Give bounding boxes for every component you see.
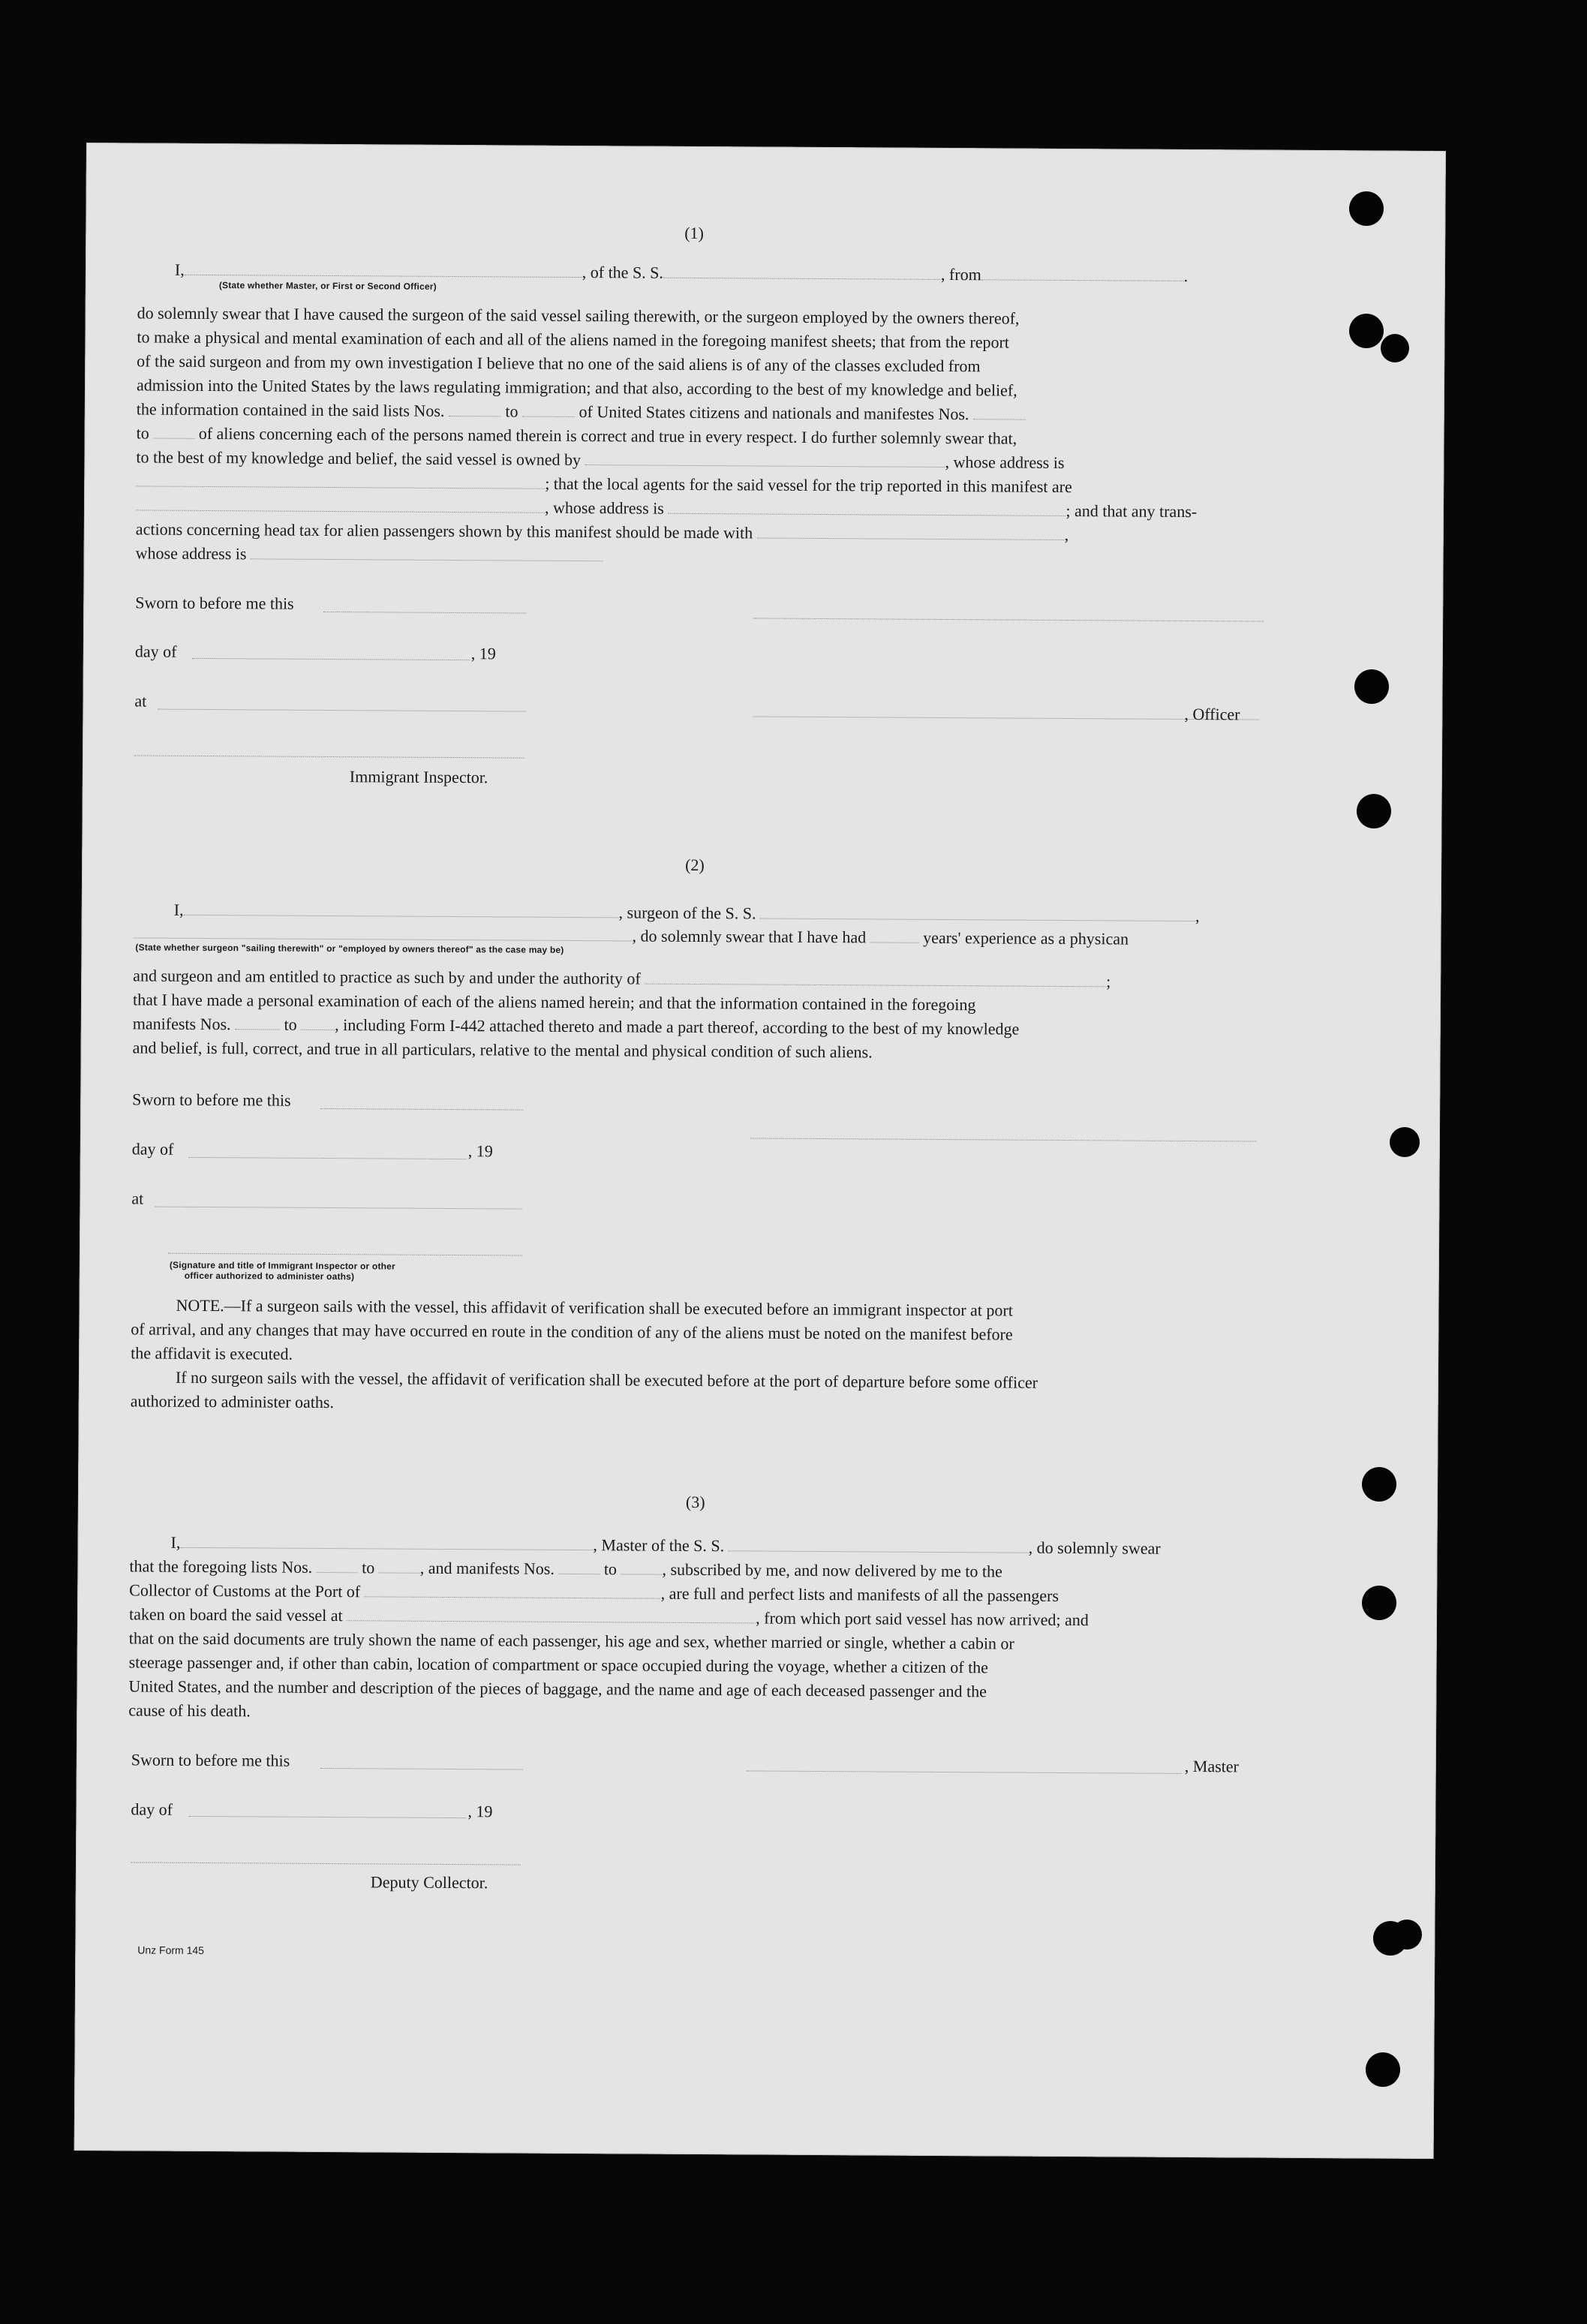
s1-lists-from-field[interactable] bbox=[449, 402, 501, 416]
s2-sig-note-1: (Signature and title of Immigrant Inspector or other bbox=[169, 1259, 395, 1272]
s1-l6-b: to bbox=[505, 401, 518, 421]
s3-master-name-field[interactable] bbox=[180, 1534, 593, 1550]
s3-manifests-to-field[interactable] bbox=[621, 1560, 662, 1574]
s1-agents-address-field[interactable] bbox=[668, 500, 1066, 516]
s1-l11-b: , bbox=[1064, 525, 1069, 545]
s2-line-6: and belief, is full, correct, and true in all particulars, relative to the mental and physical condition of such aliens. bbox=[132, 1038, 873, 1062]
s3-master-label: , Master bbox=[1184, 1756, 1239, 1776]
s2-sig-note-2: officer authorized to administer oaths) bbox=[184, 1270, 355, 1282]
s1-line-8 bbox=[136, 448, 1258, 473]
s1-l1-i: I, bbox=[174, 260, 185, 279]
s1-at-label: at bbox=[134, 691, 147, 711]
binding-hole bbox=[1392, 1920, 1422, 1950]
s2-l5-b: to bbox=[284, 1015, 297, 1034]
s1-line-12 bbox=[136, 544, 1258, 569]
s1-l7-a: to bbox=[136, 423, 149, 443]
s2-note-line-2: of arrival, and any changes that may have occurred en route in the condition of any of the aliens must be noted on the manifest before bbox=[131, 1319, 1013, 1344]
s3-l2-e: , subscribed by me, and now delivered by me to the bbox=[662, 1559, 1002, 1581]
s2-l3-b: ; bbox=[1106, 972, 1111, 991]
s1-l9-a: ; that the local agents for the said vessel for the trip reported in this manifest are bbox=[545, 474, 1072, 497]
s1-l11-a: actions concerning head tax for alien passengers shown by this manifest should be made with bbox=[135, 519, 753, 543]
s3-line-4 bbox=[129, 1605, 1251, 1630]
binding-hole bbox=[1349, 314, 1384, 348]
s1-line-9 bbox=[136, 472, 1258, 497]
s1-l10-b: ; and that any trans- bbox=[1066, 501, 1198, 522]
s3-year-label: , 19 bbox=[467, 1802, 493, 1821]
s3-vessel-field[interactable] bbox=[729, 1537, 1029, 1553]
section-3-number: (3) bbox=[685, 1492, 705, 1512]
s1-inspector-signature-line[interactable] bbox=[134, 754, 524, 758]
s3-l1-ss: , Master of the S. S. bbox=[593, 1535, 725, 1556]
s1-l8-a: to the best of my knowledge and belief, the said vessel is owned by bbox=[136, 447, 582, 470]
binding-hole bbox=[1349, 191, 1384, 226]
s1-line-6 bbox=[137, 400, 1258, 425]
s2-sworn-label: Sworn to before me this bbox=[132, 1090, 291, 1110]
s3-boarded-at-field[interactable] bbox=[347, 1607, 756, 1623]
s2-surgeon-signature-line[interactable] bbox=[750, 1137, 1257, 1141]
s2-note-line-5: authorized to administer oaths. bbox=[130, 1391, 335, 1412]
binding-hole bbox=[1354, 669, 1389, 704]
s1-manifests-from-field[interactable] bbox=[973, 405, 1026, 419]
s3-l2-c: , and manifests Nos. bbox=[419, 1558, 555, 1578]
s2-inspector-signature-line[interactable] bbox=[168, 1252, 522, 1256]
s1-officer-note: (State whether Master, or First or Second Officer) bbox=[218, 280, 437, 292]
s3-l2-a: that the foregoing lists Nos. bbox=[129, 1556, 313, 1577]
s2-sworn-date-field[interactable] bbox=[320, 1108, 523, 1111]
s2-l1-i: I, bbox=[173, 900, 184, 919]
s3-sworn-date-field[interactable] bbox=[320, 1767, 523, 1770]
s2-line-3 bbox=[133, 967, 1255, 991]
binding-hole bbox=[1362, 1467, 1396, 1502]
s1-agents-field[interactable] bbox=[136, 496, 545, 513]
s2-years-field[interactable] bbox=[870, 928, 919, 943]
s2-surgeon-name-field[interactable] bbox=[184, 901, 619, 918]
s1-l7-b: of aliens concerning each of the persons named therein is correct and true in every respect. I do further solemnly swear that, bbox=[198, 423, 1017, 448]
s2-l5-a: manifests Nos. bbox=[132, 1014, 231, 1034]
s1-l10-a: , whose address is bbox=[544, 498, 664, 518]
s1-l1-from: , from bbox=[940, 264, 981, 284]
s3-l4-a: taken on board the said vessel at bbox=[128, 1604, 343, 1625]
s2-manifests-from-field[interactable] bbox=[235, 1015, 280, 1030]
s3-l4-b: , from which port said vessel has now arrived; and bbox=[756, 1608, 1089, 1630]
s1-officer-label: , Officer bbox=[1184, 704, 1240, 724]
s3-l2-b: to bbox=[362, 1558, 375, 1577]
s1-inspector-label: Immigrant Inspector. bbox=[349, 767, 488, 787]
s1-l1-ss: , of the S. S. bbox=[582, 263, 664, 282]
s3-port-field[interactable] bbox=[365, 1583, 661, 1598]
s3-master-signature-line[interactable] bbox=[747, 1769, 1182, 1774]
s1-owner-address-field[interactable] bbox=[136, 472, 545, 489]
s2-year-label: , 19 bbox=[467, 1141, 493, 1161]
s3-line-2 bbox=[129, 1557, 1251, 1582]
s2-l2-b: years' experience as a physican bbox=[923, 927, 1129, 949]
s3-deputy-label: Deputy Collector. bbox=[370, 1872, 488, 1893]
s3-line-8: cause of his death. bbox=[128, 1700, 251, 1721]
s2-at-field[interactable] bbox=[155, 1206, 522, 1210]
s2-l1-end: , bbox=[1195, 906, 1200, 926]
s3-line-3 bbox=[129, 1581, 1251, 1606]
s1-line-5: admission into the United States by the laws regulating immigration; and that also, according to the best of my knowledge and belief, bbox=[136, 375, 1017, 400]
s1-l1-end: . bbox=[1183, 266, 1189, 285]
s1-officer-name-field[interactable] bbox=[185, 261, 582, 278]
s3-line-7: United States, and the number and description of the pieces of baggage, and the name and age of each deceased passenger and the bbox=[128, 1676, 987, 1701]
s1-lists-to-field[interactable] bbox=[522, 403, 575, 417]
s1-day-of-label: day of bbox=[134, 642, 177, 661]
s1-from-field[interactable] bbox=[981, 266, 1184, 281]
s1-headtax-field[interactable] bbox=[757, 524, 1065, 540]
s3-l1-i: I, bbox=[170, 1532, 181, 1552]
s1-line-4: of the said surgeon and from my own investigation I believe that no one of the said aliens is of any of the classes excluded from bbox=[137, 351, 981, 376]
s3-l1-c: , do solemnly swear bbox=[1028, 1538, 1161, 1558]
section-2-number: (2) bbox=[685, 855, 705, 875]
s2-vessel-field[interactable] bbox=[760, 905, 1195, 922]
s2-sailing-field[interactable] bbox=[134, 924, 633, 941]
s1-year-label: , 19 bbox=[470, 644, 496, 663]
s1-officer-title-line[interactable] bbox=[753, 715, 1259, 720]
s3-lists-from-field[interactable] bbox=[317, 1559, 358, 1573]
s1-officer-signature-line[interactable] bbox=[753, 617, 1264, 621]
s1-line-2: do solemnly swear that I have caused the surgeon of the said vessel sailing therewith, or the surgeon employed by the owners thereof, bbox=[137, 303, 1020, 328]
s1-l8-b: , whose address is bbox=[945, 452, 1065, 472]
s1-l6-a: the information contained in the said lists Nos. bbox=[136, 399, 445, 420]
s3-lists-to-field[interactable] bbox=[379, 1559, 420, 1573]
s3-l3-a: Collector of Customs at the Port of bbox=[129, 1580, 361, 1601]
binding-hole bbox=[1362, 1586, 1396, 1620]
s1-owner-field[interactable] bbox=[585, 451, 945, 468]
s1-vessel-field[interactable] bbox=[663, 264, 941, 280]
s1-line-3: to make a physical and mental examination of each and all of the aliens named in the foregoing manifest sheets; that from the report bbox=[137, 327, 1010, 352]
s1-line-7 bbox=[137, 424, 1258, 449]
s2-l1-ss: , surgeon of the S. S. bbox=[618, 903, 756, 923]
s2-day-field[interactable] bbox=[189, 1156, 467, 1159]
s2-line-4: that I have made a personal examination of each of the aliens named herein; and that the information contained in the foregoing bbox=[132, 990, 976, 1015]
s1-l12-a: whose address is bbox=[135, 543, 247, 564]
section-1-number: (1) bbox=[684, 223, 705, 243]
s2-manifests-to-field[interactable] bbox=[301, 1016, 335, 1030]
s2-line-1 bbox=[134, 900, 1255, 925]
s3-manifests-from-field[interactable] bbox=[558, 1560, 600, 1574]
form-number: Unz Form 145 bbox=[137, 1944, 205, 1957]
s1-at-field[interactable] bbox=[158, 708, 525, 712]
s1-l6-c: of United States citizens and nationals and manifestes Nos. bbox=[579, 402, 969, 424]
s2-l2-a: , do solemnly swear that I have had bbox=[632, 926, 867, 947]
s2-authority-field[interactable] bbox=[645, 970, 1106, 988]
binding-hole bbox=[1366, 2052, 1400, 2087]
s1-headtax-address-field[interactable] bbox=[251, 545, 603, 561]
s3-l3-b: , are full and perfect lists and manifests of all the passengers bbox=[660, 1583, 1060, 1605]
s1-line-10 bbox=[136, 496, 1258, 521]
s2-note-line-4: If no surgeon sails with the vessel, the affidavit of verification shall be executed before at the port of departure before some officer bbox=[175, 1367, 1038, 1392]
s2-l3-a: and surgeon and am entitled to practice as such by and under the authority of bbox=[133, 966, 641, 988]
s2-day-of-label: day of bbox=[131, 1139, 174, 1159]
s1-line-11 bbox=[136, 520, 1258, 545]
s2-line-5 bbox=[133, 1015, 1255, 1039]
s3-day-of-label: day of bbox=[131, 1799, 173, 1819]
s3-collector-signature-line[interactable] bbox=[131, 1861, 521, 1865]
binding-hole bbox=[1381, 334, 1409, 362]
s3-line-1 bbox=[130, 1533, 1252, 1558]
s2-l5-c: , including Form I-442 attached thereto and made a part thereof, according to the best of my knowledge bbox=[335, 1015, 1020, 1039]
document-page bbox=[74, 143, 1446, 2159]
s1-day-field[interactable] bbox=[192, 657, 470, 660]
s3-l2-d: to bbox=[603, 1559, 618, 1579]
s2-surgeon-note: (State whether surgeon "sailing therewith" or "employed by owners thereof" as the case may be) bbox=[135, 942, 564, 955]
s3-sworn-label: Sworn to before me this bbox=[131, 1750, 290, 1770]
s3-line-6: steerage passenger and, if other than cabin, location of compartment or space occupied during the voyage, whether a citizen of the bbox=[128, 1652, 989, 1677]
s1-sworn-label: Sworn to before me this bbox=[135, 593, 294, 613]
s2-note-line-3: the affidavit is executed. bbox=[131, 1343, 293, 1363]
binding-hole bbox=[1390, 1127, 1420, 1157]
s1-manifests-to-field[interactable] bbox=[153, 425, 194, 439]
s3-day-field[interactable] bbox=[188, 1815, 466, 1818]
s2-at-label: at bbox=[131, 1189, 144, 1208]
binding-hole bbox=[1357, 794, 1391, 828]
s2-note-line-1: NOTE.—If a surgeon sails with the vessel, this affidavit of verification shall be executed before an immigrant inspector at port bbox=[176, 1295, 1013, 1320]
s3-line-5: that on the said documents are truly shown the name of each passenger, his age and sex, whether married or single, whether a cabin or bbox=[128, 1628, 1014, 1653]
s1-sworn-date-field[interactable] bbox=[323, 611, 526, 614]
